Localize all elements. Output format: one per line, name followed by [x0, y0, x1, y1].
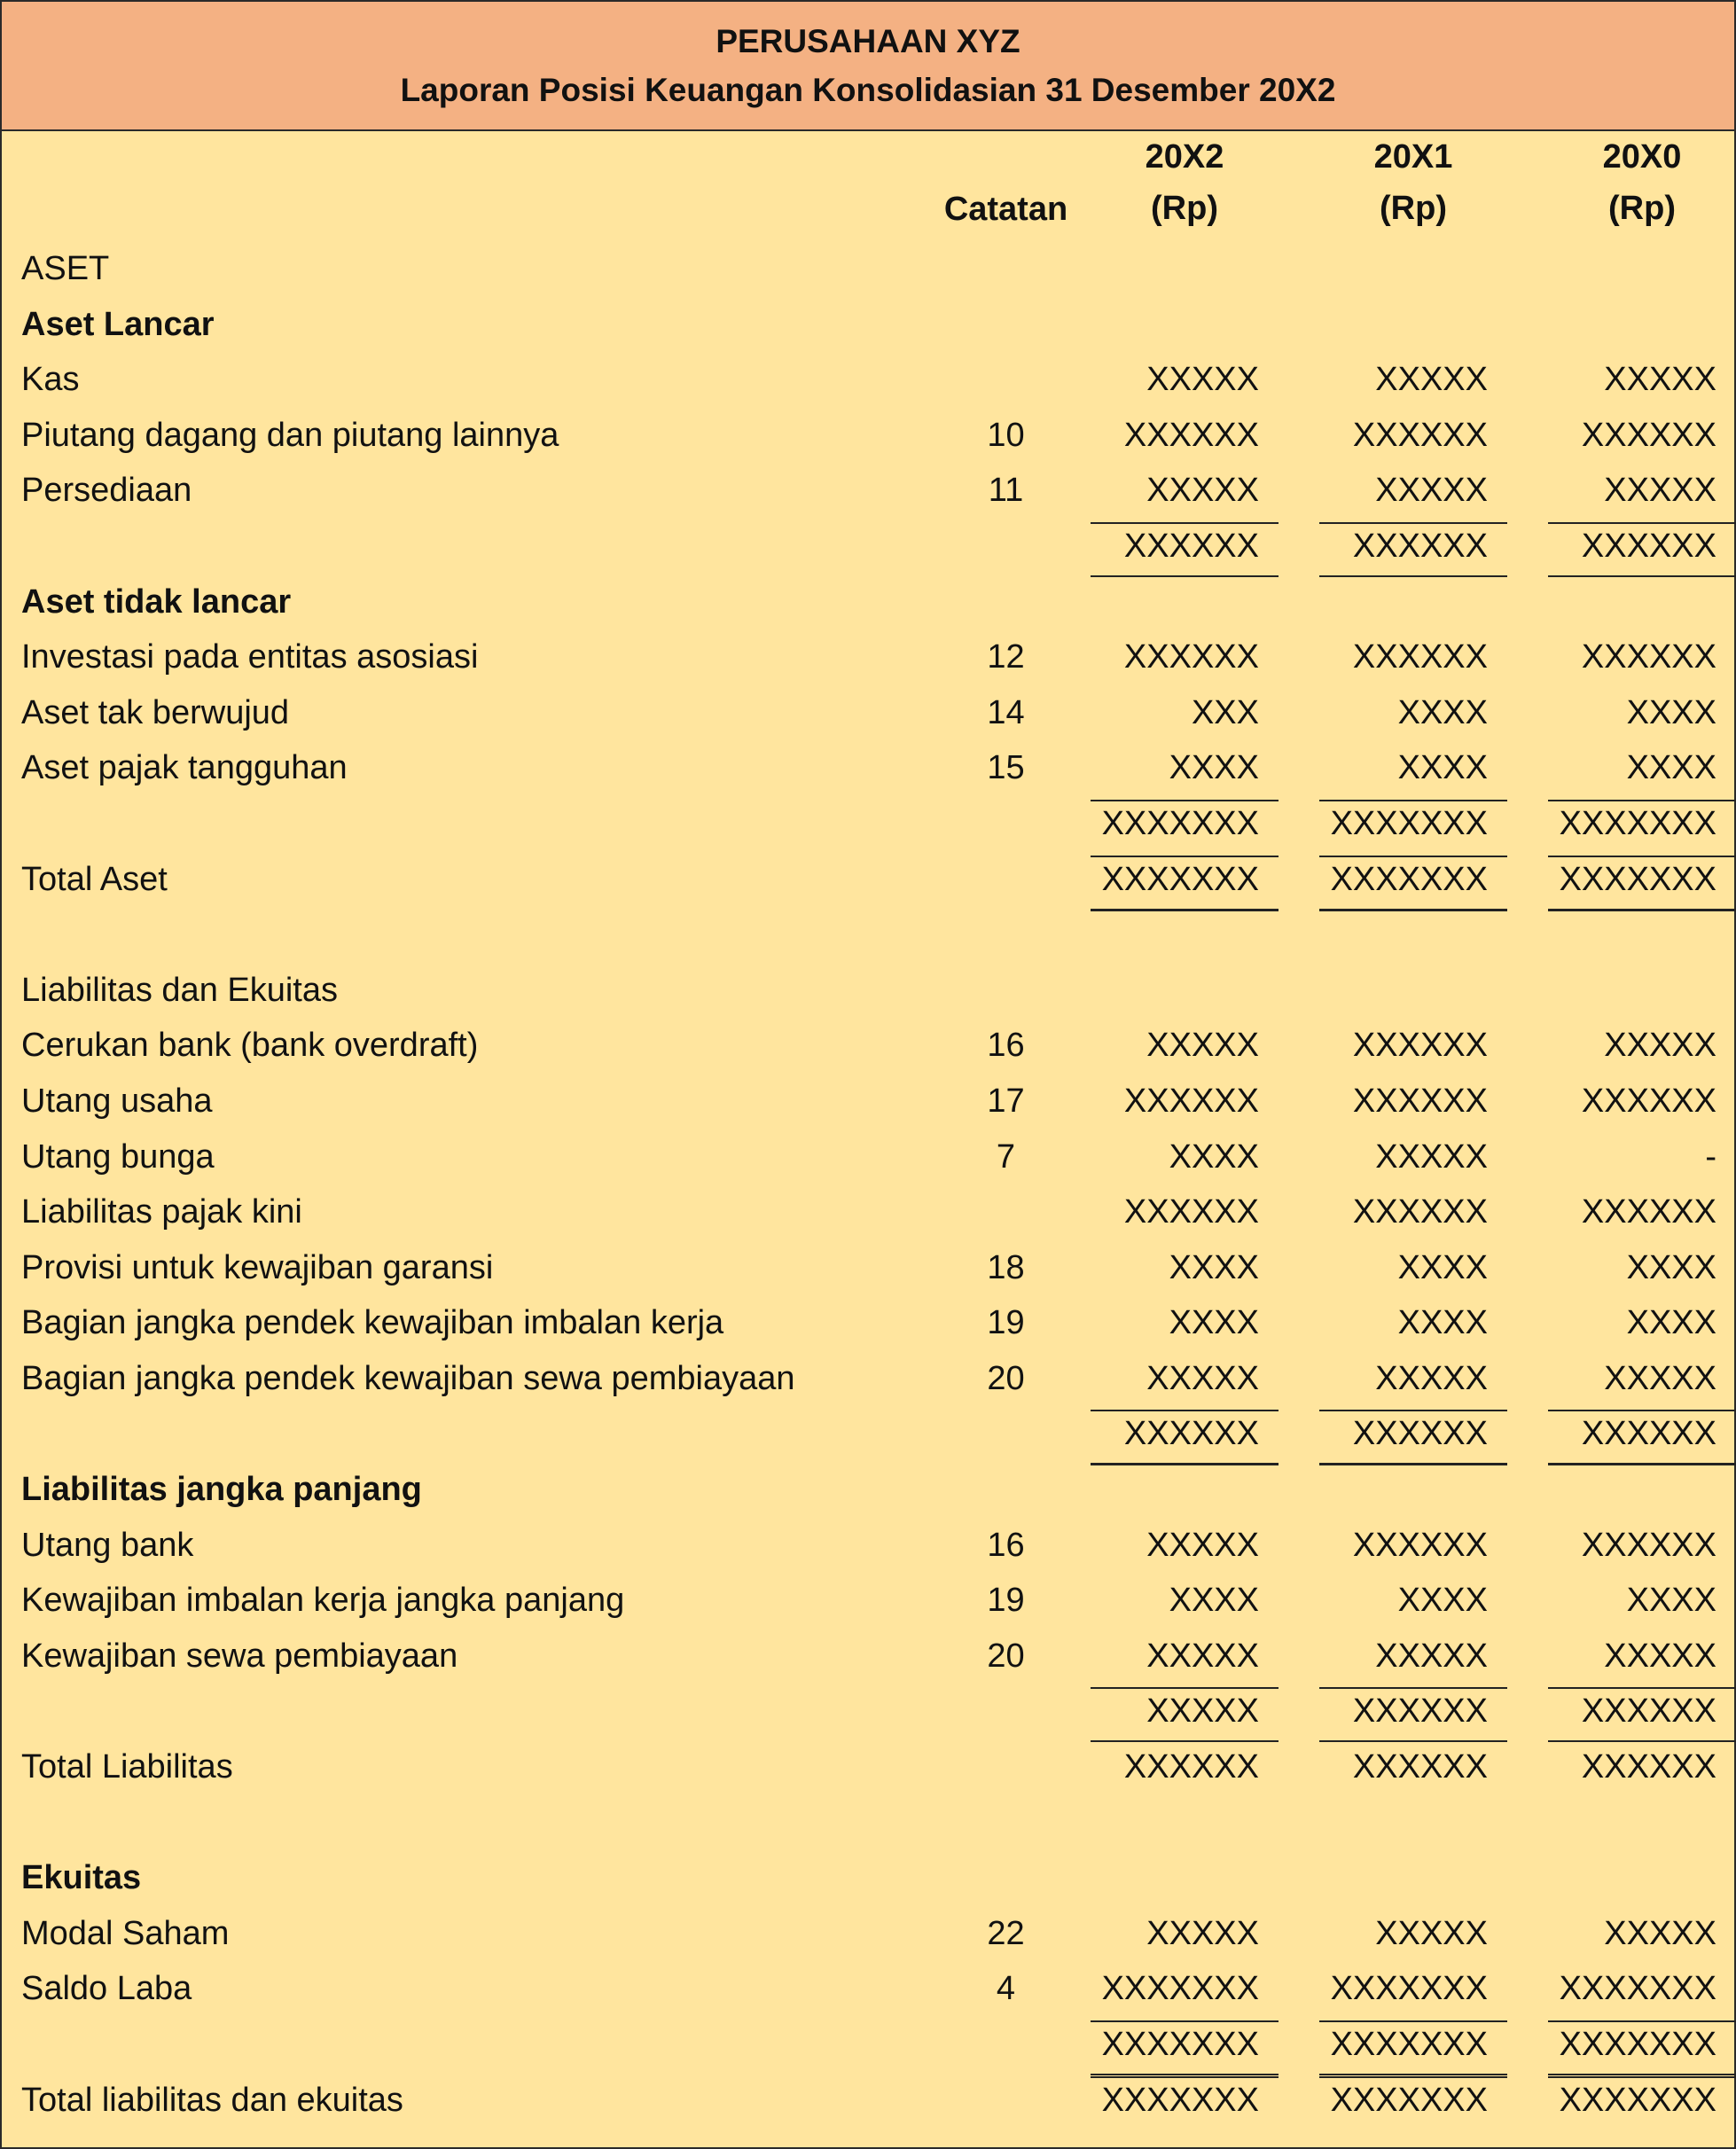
row-value: XXXXX [1604, 1637, 1716, 1675]
subtotal-rule [1319, 522, 1507, 524]
row-value: XXXXXXX [1101, 2026, 1259, 2063]
row-value: XXXXX [1604, 472, 1716, 510]
row-note: 15 [987, 749, 1025, 787]
subtotal-rule [1091, 2020, 1279, 2022]
row-label: Utang bank [21, 1526, 194, 1564]
row-value: XXXXXXX [1559, 2026, 1716, 2063]
row-value: XXXXX [1146, 1692, 1259, 1731]
row-value: XXXXXXX [1101, 860, 1259, 898]
row-value: - [1705, 1137, 1716, 1176]
subtotal-rule [1319, 856, 1507, 857]
row-value: XXXXX [1604, 361, 1716, 399]
table-row [2, 633, 1734, 689]
row-label: Ekuitas [21, 1859, 142, 1897]
row-note: 17 [987, 1082, 1025, 1120]
table-row [2, 411, 1734, 467]
row-value: XXXXXXX [1330, 2081, 1488, 2119]
row-label: Modal Saham [21, 1914, 230, 1952]
row-value: XXXXX [1375, 1137, 1488, 1176]
row-value: XXXXX [1146, 1359, 1259, 1397]
row-label: Investasi pada entitas asosiasi [21, 638, 479, 676]
subtotal-rule [1319, 1410, 1507, 1411]
report-header [2, 2, 1734, 131]
row-value: XXXXXX [1123, 416, 1259, 454]
row-value: XXXX [1626, 1304, 1716, 1342]
row-label: Total Liabilitas [21, 1748, 233, 1786]
row-value: XXXX [1169, 1248, 1259, 1286]
table-row [2, 2076, 1734, 2132]
row-value: XXXXXX [1581, 527, 1716, 565]
table-row [2, 910, 1734, 966]
table-row [2, 966, 1734, 1022]
row-value: XXXXX [1146, 472, 1259, 510]
row-note: 10 [987, 416, 1025, 454]
row-label: Aset Lancar [21, 305, 215, 343]
row-value: XXXXXXX [1559, 1970, 1716, 2008]
row-value: XXXXXX [1581, 1692, 1716, 1731]
row-value: XXXXXX [1352, 1082, 1488, 1120]
table-row [2, 800, 1734, 856]
statement-rows [2, 245, 1734, 2131]
row-note: 12 [987, 638, 1025, 676]
row-label: Persediaan [21, 472, 192, 510]
table-row [2, 1687, 1734, 1743]
row-value: XXX [1191, 693, 1259, 731]
subtotal-rule [1548, 522, 1736, 524]
row-note: 4 [996, 1970, 1016, 2008]
row-value: XXXXX [1146, 361, 1259, 399]
row-value: XXXX [1169, 1582, 1259, 1620]
row-value: XXXX [1169, 1304, 1259, 1342]
company-name: PERUSAHAAN XYZ [716, 23, 1020, 59]
row-value: XXXXXX [1581, 416, 1716, 454]
row-value: XXXXXX [1352, 1692, 1488, 1731]
year-header-20x1: 20X1 (Rp) [1373, 138, 1453, 227]
table-row [2, 1299, 1734, 1355]
row-value: XXXXXX [1352, 1415, 1488, 1453]
subtotal-rule [1548, 1687, 1736, 1689]
row-note: 14 [987, 693, 1025, 731]
table-row [2, 1133, 1734, 1189]
subtotal-rule [1091, 1410, 1279, 1411]
row-value: XXXXX [1604, 1359, 1716, 1397]
table-row [2, 856, 1734, 911]
column-headers [2, 131, 1734, 245]
row-value: XXXXXX [1352, 1027, 1488, 1065]
year-header-20x2: 20X2 (Rp) [1145, 138, 1224, 227]
table-row [2, 1355, 1734, 1411]
row-value: XXXXXXX [1559, 2081, 1716, 2119]
row-value: XXXXXX [1123, 1415, 1259, 1453]
table-row [2, 744, 1734, 800]
row-note: 22 [987, 1914, 1025, 1952]
row-value: XXXX [1397, 1582, 1488, 1620]
row-label: Kewajiban imbalan kerja jangka panjang [21, 1582, 625, 1620]
table-row [2, 1799, 1734, 1855]
row-value: XXXXXX [1581, 638, 1716, 676]
row-label: Cerukan bank (bank overdraft) [21, 1027, 479, 1065]
row-value: XXXXXXX [1101, 2081, 1259, 2119]
row-label: ASET [21, 250, 110, 287]
row-value: XXXXXX [1352, 527, 1488, 565]
row-value: XXXXXXX [1559, 860, 1716, 898]
row-value: XXXXXX [1352, 1748, 1488, 1786]
year-header-20x0: 20X0 (Rp) [1602, 138, 1682, 227]
subtotal-rule [1319, 2076, 1507, 2078]
table-row [2, 245, 1734, 301]
report-title: Laporan Posisi Keuangan Konsolidasian 31 Desember 20X2 [400, 72, 1336, 108]
table-row [2, 2020, 1734, 2076]
table-row [2, 1965, 1734, 2020]
row-note: 16 [987, 1027, 1025, 1065]
row-value: XXXXXX [1352, 1193, 1488, 1231]
table-row [2, 301, 1734, 356]
subtotal-rule [1548, 856, 1736, 857]
row-label: Total Aset [21, 860, 168, 898]
row-value: XXXXXX [1352, 416, 1488, 454]
subtotal-rule [1319, 2020, 1507, 2022]
row-value: XXXXXXX [1330, 2026, 1488, 2063]
table-row [2, 689, 1734, 745]
row-value: XXXX [1626, 1248, 1716, 1286]
row-value: XXXX [1397, 749, 1488, 787]
row-value: XXXXX [1146, 1027, 1259, 1065]
subtotal-rule [1091, 2076, 1279, 2078]
row-value: XXXXXX [1123, 638, 1259, 676]
subtotal-rule [1091, 522, 1279, 524]
row-label: Liabilitas pajak kini [21, 1193, 302, 1231]
row-value: XXXXXXX [1101, 804, 1259, 842]
row-value: XXXX [1397, 693, 1488, 731]
row-value: XXXX [1169, 749, 1259, 787]
row-label: Bagian jangka pendek kewajiban sewa pembiayaan [21, 1359, 795, 1397]
table-row [2, 1910, 1734, 1965]
row-note: 20 [987, 1637, 1025, 1675]
row-label: Kewajiban sewa pembiayaan [21, 1637, 458, 1675]
row-label: Aset pajak tangguhan [21, 749, 348, 787]
row-value: XXXXXXX [1330, 804, 1488, 842]
table-row [2, 1465, 1734, 1521]
row-label: Utang usaha [21, 1082, 213, 1120]
table-row [2, 1410, 1734, 1465]
subtotal-rule [1091, 1687, 1279, 1689]
subtotal-rule [1091, 856, 1279, 857]
row-label: Liabilitas jangka panjang [21, 1471, 422, 1509]
row-label: Utang bunga [21, 1137, 215, 1176]
row-note: 19 [987, 1582, 1025, 1620]
row-label: Total liabilitas dan ekuitas [21, 2081, 403, 2119]
row-value: XXXXXX [1581, 1193, 1716, 1231]
table-row [2, 1632, 1734, 1688]
table-row [2, 466, 1734, 522]
row-value: XXXXXXX [1330, 860, 1488, 898]
row-note: 18 [987, 1248, 1025, 1286]
row-label: Piutang dagang dan piutang lainnya [21, 416, 559, 454]
table-row [2, 1188, 1734, 1244]
row-value: XXXXX [1375, 472, 1488, 510]
row-value: XXXX [1626, 1582, 1716, 1620]
row-value: XXXXX [1146, 1637, 1259, 1675]
table-row [2, 1854, 1734, 1910]
row-value: XXXXX [1375, 1359, 1488, 1397]
subtotal-rule [1548, 800, 1736, 801]
row-value: XXXXXX [1581, 1415, 1716, 1453]
row-value: XXXX [1626, 749, 1716, 787]
subtotal-rule [1548, 2020, 1736, 2022]
row-note: 20 [987, 1359, 1025, 1397]
subtotal-rule [1548, 2076, 1736, 2078]
subtotal-rule [1319, 1687, 1507, 1689]
row-value: XXXXXXX [1330, 1970, 1488, 2008]
subtotal-rule [1548, 1410, 1736, 1411]
row-value: XXXX [1397, 1248, 1488, 1286]
row-value: XXXXXX [1123, 1748, 1259, 1786]
table-row [2, 1521, 1734, 1577]
row-note: 16 [987, 1526, 1025, 1564]
row-note: 11 [988, 472, 1024, 510]
row-label: Saldo Laba [21, 1970, 192, 2008]
table-row [2, 1244, 1734, 1300]
row-label: Kas [21, 361, 80, 399]
row-value: XXXX [1397, 1304, 1488, 1342]
table-row [2, 522, 1734, 578]
note-column-header: Catatan [943, 191, 1068, 228]
table-row [2, 1743, 1734, 1799]
table-row [2, 356, 1734, 411]
row-label: Provisi untuk kewajiban garansi [21, 1248, 494, 1286]
table-row [2, 578, 1734, 634]
row-value: XXXXXXX [1559, 804, 1716, 842]
subtotal-rule [1091, 800, 1279, 801]
row-value: XXXX [1626, 693, 1716, 731]
row-value: XXXXX [1375, 1637, 1488, 1675]
row-label: Aset tak berwujud [21, 693, 290, 731]
table-row [2, 1021, 1734, 1077]
row-value: XXXXXX [1581, 1082, 1716, 1120]
table-row [2, 1576, 1734, 1632]
row-value: XXXXXX [1581, 1526, 1716, 1564]
row-value: XXXXX [1604, 1914, 1716, 1952]
row-label: Bagian jangka pendek kewajiban imbalan kerja [21, 1304, 724, 1342]
row-value: XXXXXX [1123, 1193, 1259, 1231]
row-label: Aset tidak lancar [21, 582, 292, 621]
row-value: XXXXXX [1581, 1748, 1716, 1786]
row-value: XXXXX [1375, 1914, 1488, 1952]
row-value: XXXXX [1375, 361, 1488, 399]
row-note: 7 [996, 1137, 1016, 1176]
row-value: XXXXX [1604, 1027, 1716, 1065]
row-value: XXXXX [1146, 1526, 1259, 1564]
row-value: XXXXXXX [1101, 1970, 1259, 2008]
subtotal-rule [1319, 800, 1507, 801]
row-value: XXXXXX [1123, 1082, 1259, 1120]
row-label: Liabilitas dan Ekuitas [21, 971, 338, 1009]
row-value: XXXXXX [1352, 1526, 1488, 1564]
row-value: XXXXXX [1123, 527, 1259, 565]
row-value: XXXXX [1146, 1914, 1259, 1952]
row-value: XXXX [1169, 1137, 1259, 1176]
table-row [2, 1077, 1734, 1133]
row-note: 19 [987, 1304, 1025, 1342]
row-value: XXXXXX [1352, 638, 1488, 676]
